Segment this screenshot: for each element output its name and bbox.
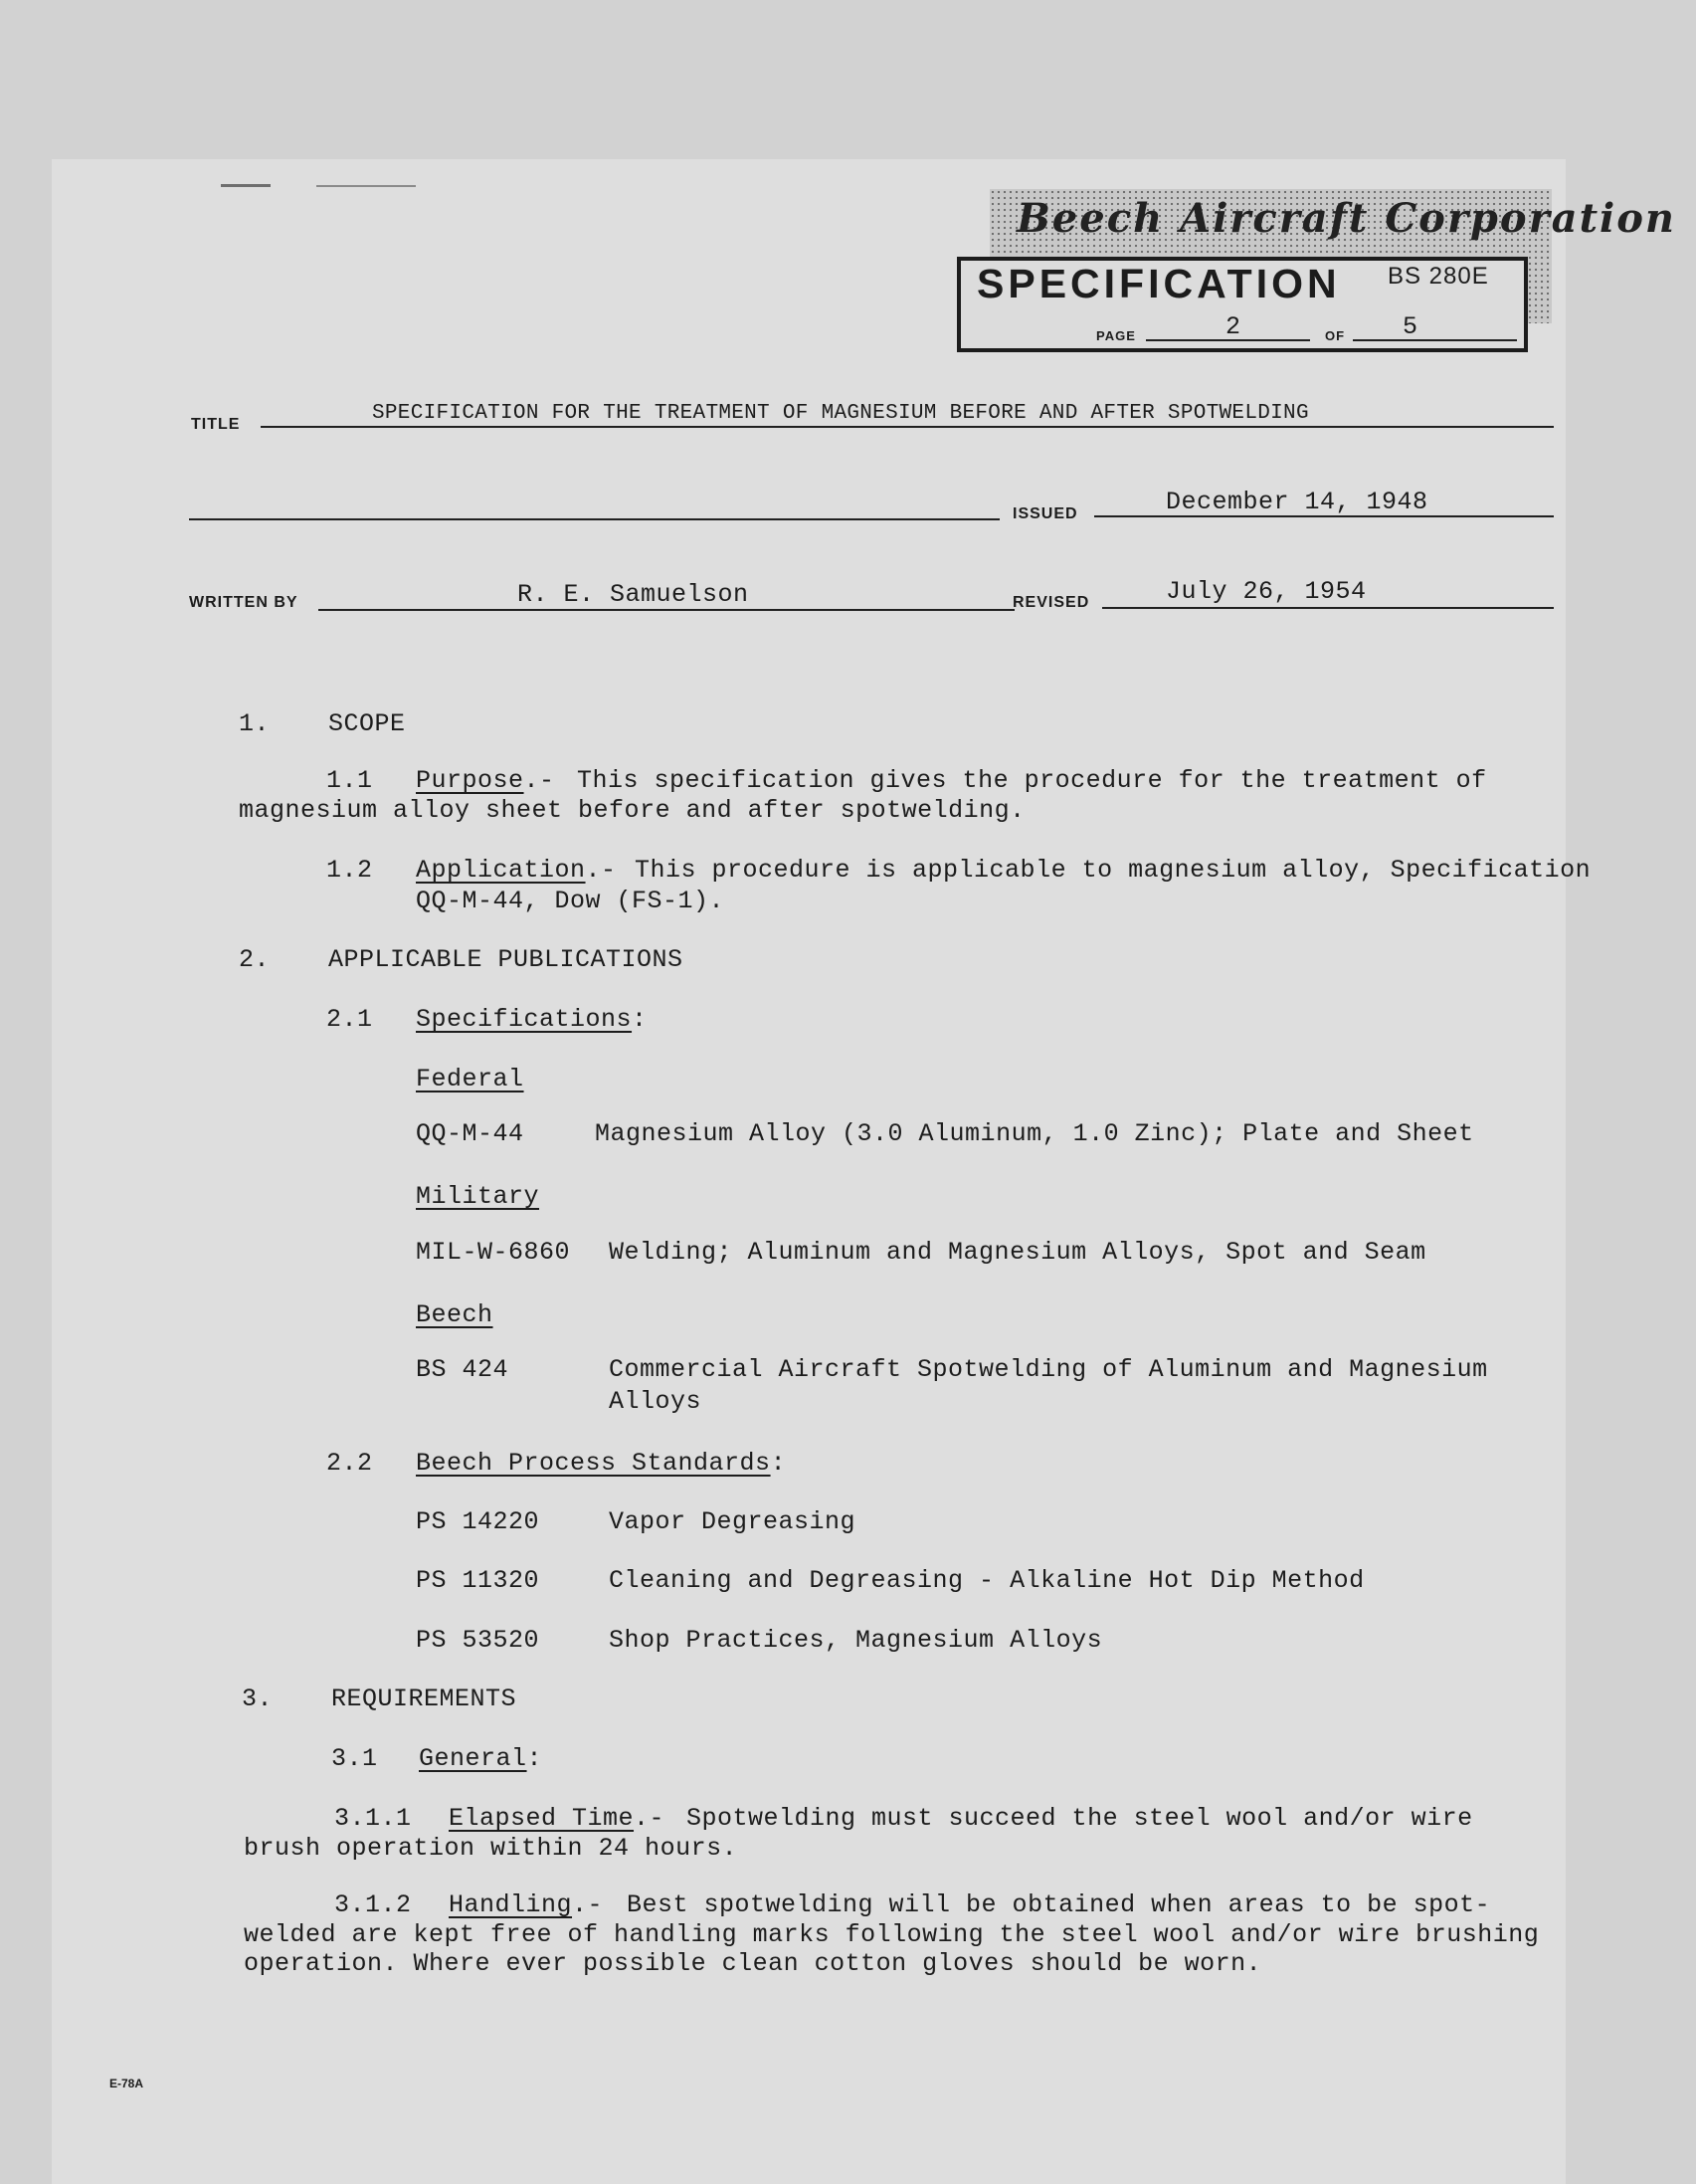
revised-date: July 26, 1954 (1166, 577, 1367, 606)
written-by: R. E. Samuelson (517, 580, 749, 609)
handling-heading: Handling (449, 1890, 573, 1919)
para-3-1-1-line-2: brush operation within 24 hours. (244, 1834, 738, 1863)
revised-line (1102, 607, 1554, 609)
para-1-2-line-1: This procedure is applicable to magnesium alloy, Specification (635, 856, 1592, 885)
para-3-1-2-line-1: Best spotwelding will be obtained when areas to be spot- (627, 1890, 1491, 1919)
para-3-1-1-line-1: Spotwelding must succeed the steel wool and/or wire (686, 1804, 1473, 1833)
issued-label: ISSUED (1013, 505, 1078, 522)
form-code: E-78A (109, 2077, 144, 2090)
section-1-title: SCOPE (328, 709, 406, 738)
military-desc: Welding; Aluminum and Magnesium Alloys, Spot and Seam (609, 1238, 1426, 1267)
doc-type: SPECIFICATION (977, 261, 1341, 306)
section-3-title: REQUIREMENTS (331, 1685, 517, 1713)
para-3-1-1-heading (449, 1804, 664, 1833)
page-label: PAGE (1096, 328, 1136, 343)
beech-desc-line-1: Commercial Aircraft Spotwelding of Aluminum and Magnesium (609, 1355, 1488, 1384)
written-by-label: WRITTEN BY (189, 594, 298, 611)
page-total-line (1353, 339, 1517, 341)
issued-left-line (189, 518, 1000, 520)
page-total: 5 (1403, 312, 1418, 341)
spec-number: BS 280E (1388, 263, 1489, 290)
of-label: OF (1325, 328, 1346, 343)
purpose-sep: .- (523, 766, 555, 795)
ps-1-desc: Vapor Degreasing (609, 1507, 856, 1536)
specifications-colon: : (632, 1005, 648, 1034)
military-heading: Military (416, 1182, 540, 1211)
para-1-2-heading (416, 856, 617, 885)
section-2-title: APPLICABLE PUBLICATIONS (328, 945, 683, 974)
para-3-1-2-line-2: welded are kept free of handling marks following the steel wool and/or wire brushing (244, 1920, 1540, 1949)
handling-sep: .- (572, 1890, 604, 1919)
federal-code: QQ-M-44 (416, 1119, 524, 1148)
general-colon: : (526, 1744, 543, 1773)
para-3-1-heading (419, 1744, 542, 1773)
para-2-1-heading (416, 1005, 648, 1034)
para-3-1-2-heading (449, 1890, 603, 1919)
title-label: TITLE (191, 416, 241, 433)
ps-2-desc: Cleaning and Degreasing - Alkaline Hot Dip Method (609, 1566, 1365, 1595)
application-heading: Application (416, 856, 586, 885)
general-heading: General (419, 1744, 527, 1773)
military-code: MIL-W-6860 (416, 1238, 571, 1267)
section-1-number: 1. (239, 709, 271, 738)
issued-date: December 14, 1948 (1166, 488, 1428, 516)
beech-heading: Beech (416, 1300, 493, 1329)
written-by-line (318, 609, 1015, 611)
para-1-1-line-1: This specification gives the procedure for the treatment of (577, 766, 1487, 795)
document-page (52, 159, 1566, 2184)
para-3-1-1-number: 3.1.1 (334, 1804, 412, 1833)
para-3-1-number: 3.1 (331, 1744, 378, 1773)
section-3-number: 3. (242, 1685, 274, 1713)
elapsed-time-sep: .- (634, 1804, 665, 1833)
para-2-1-number: 2.1 (326, 1005, 373, 1034)
process-standards-heading: Beech Process Standards (416, 1449, 771, 1478)
para-3-1-2-line-3: operation. Where ever possible clean cotton gloves should be worn. (244, 1949, 1262, 1978)
ps-2-code: PS 11320 (416, 1566, 540, 1595)
document-title: SPECIFICATION FOR THE TREATMENT OF MAGNESIUM BEFORE AND AFTER SPOTWELDING (372, 402, 1309, 425)
ps-3-code: PS 53520 (416, 1626, 540, 1655)
revised-label: REVISED (1013, 594, 1090, 611)
specifications-heading: Specifications (416, 1005, 633, 1034)
top-left-mark-2 (316, 185, 416, 187)
beech-code: BS 424 (416, 1355, 509, 1384)
section-2-number: 2. (239, 945, 271, 974)
federal-heading: Federal (416, 1065, 524, 1093)
process-standards-colon: : (770, 1449, 787, 1478)
elapsed-time-heading: Elapsed Time (449, 1804, 635, 1833)
para-2-2-number: 2.2 (326, 1449, 373, 1478)
para-2-2-heading (416, 1449, 786, 1478)
ps-3-desc: Shop Practices, Magnesium Alloys (609, 1626, 1103, 1655)
ps-1-code: PS 14220 (416, 1507, 540, 1536)
federal-desc: Magnesium Alloy (3.0 Aluminum, 1.0 Zinc); Plate and Sheet (595, 1119, 1474, 1148)
para-1-1-heading (416, 766, 555, 795)
title-line (261, 426, 1554, 428)
para-1-1-number: 1.1 (326, 766, 373, 795)
para-1-1-line-2: magnesium alloy sheet before and after spotwelding. (239, 796, 1026, 825)
para-1-2-number: 1.2 (326, 856, 373, 885)
company-name: Beech Aircraft Corporation (1017, 195, 1676, 242)
beech-desc-line-2: Alloys (609, 1387, 702, 1416)
purpose-heading: Purpose (416, 766, 524, 795)
para-1-2-line-2: QQ-M-44, Dow (FS-1). (416, 887, 725, 915)
application-sep: .- (585, 856, 617, 885)
top-left-mark (221, 184, 271, 187)
page-number: 2 (1225, 312, 1241, 341)
para-3-1-2-number: 3.1.2 (334, 1890, 412, 1919)
